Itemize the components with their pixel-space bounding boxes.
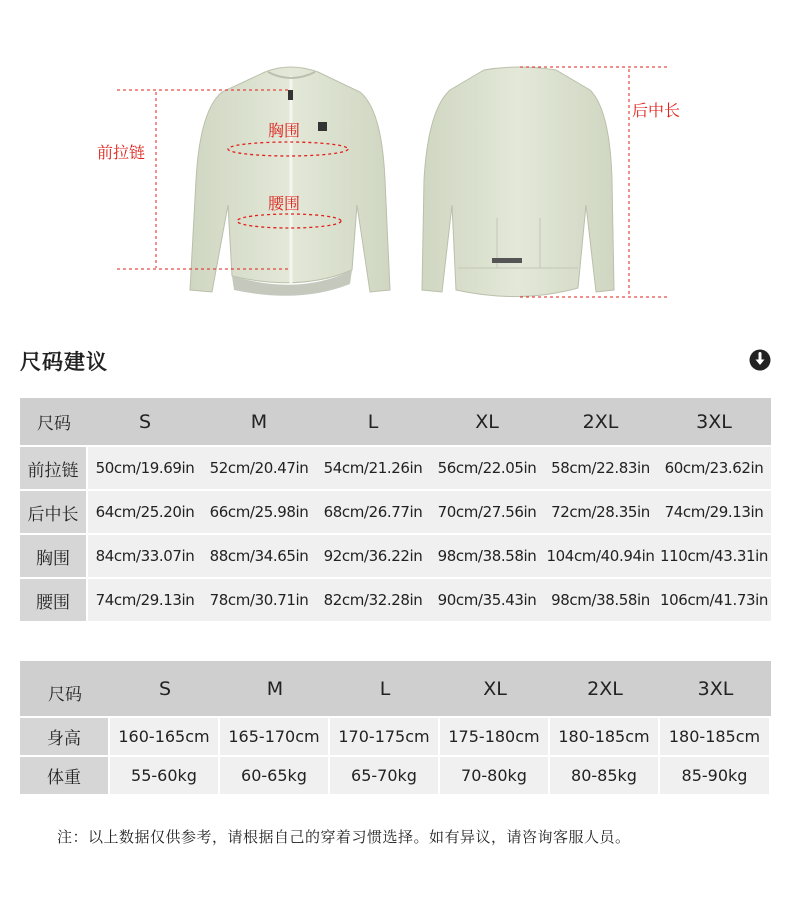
chest-label: 胸围 (268, 121, 301, 140)
table-row (20, 535, 771, 579)
back-length-label: 后中长 (632, 101, 681, 120)
row-label: 腰围 (20, 579, 88, 623)
header-cell: XL (440, 661, 550, 718)
waist-label: 腰围 (268, 194, 301, 213)
table-cell: 56cm/22.05in (430, 447, 544, 491)
header-cell: M (220, 661, 330, 718)
table-cell: 74cm/29.13in (657, 491, 771, 535)
section-title: 尺码建议 (20, 350, 108, 374)
table-cell: 85-90kg (660, 757, 771, 796)
size-measurement-table (20, 398, 771, 623)
table-cell: 92cm/36.22in (316, 535, 430, 579)
table-cell: 98cm/38.58in (430, 535, 544, 579)
table-cell: 90cm/35.43in (430, 579, 544, 623)
table-cell: 175-180cm (440, 718, 550, 757)
table-cell: 110cm/43.31in (657, 535, 771, 579)
header-cell: S (110, 661, 220, 718)
front-zip-label: 前拉链 (97, 143, 146, 162)
table-row (20, 447, 771, 491)
header-cell: 2XL (544, 398, 657, 447)
row-label: 前拉链 (20, 447, 88, 491)
table-cell: 60cm/23.62in (657, 447, 771, 491)
table-cell: 80-85kg (550, 757, 660, 796)
table-cell: 88cm/34.65in (202, 535, 316, 579)
table-cell: 66cm/25.98in (202, 491, 316, 535)
table-cell: 70-80kg (440, 757, 550, 796)
table-cell: 106cm/41.73in (657, 579, 771, 623)
table-cell: 60-65kg (220, 757, 330, 796)
disclaimer-note: 注：以上数据仅供参考，请根据自己的穿着习惯选择。如有异议，请咨询客服人员。 (57, 828, 631, 846)
jersey-back (422, 67, 614, 297)
row-label: 胸围 (20, 535, 88, 579)
table-cell: 64cm/25.20in (88, 491, 202, 535)
product-hero (0, 0, 790, 320)
table-header-row (20, 398, 771, 447)
row-label: 体重 (20, 757, 110, 796)
table-cell: 55-60kg (110, 757, 220, 796)
table-cell: 170-175cm (330, 718, 440, 757)
header-cell: L (316, 398, 430, 447)
table-cell: 82cm/32.28in (316, 579, 430, 623)
header-cell: M (202, 398, 316, 447)
table-row (20, 757, 771, 796)
jersey-front (190, 67, 390, 296)
header-cell: 3XL (657, 398, 771, 447)
table-cell: 165-170cm (220, 718, 330, 757)
table-cell: 70cm/27.56in (430, 491, 544, 535)
table-cell: 65-70kg (330, 757, 440, 796)
table-row (20, 718, 771, 757)
table-cell: 52cm/20.47in (202, 447, 316, 491)
table-row (20, 579, 771, 623)
header-cell: 尺码 (20, 398, 88, 447)
row-label: 后中长 (20, 491, 88, 535)
table-cell: 160-165cm (110, 718, 220, 757)
circle-arrow-down-icon[interactable] (749, 349, 771, 371)
header-cell: XL (430, 398, 544, 447)
table-cell: 72cm/28.35in (544, 491, 657, 535)
table-cell: 84cm/33.07in (88, 535, 202, 579)
table-cell: 180-185cm (660, 718, 771, 757)
table-cell: 54cm/21.26in (316, 447, 430, 491)
table-cell: 78cm/30.71in (202, 579, 316, 623)
table-row (20, 491, 771, 535)
row-label: 身高 (20, 718, 110, 757)
header-cell: 3XL (660, 661, 771, 718)
table-header-row (20, 661, 771, 718)
table-cell: 74cm/29.13in (88, 579, 202, 623)
table-cell: 50cm/19.69in (88, 447, 202, 491)
header-cell: 2XL (550, 661, 660, 718)
header-cell: L (330, 661, 440, 718)
table-cell: 98cm/38.58in (544, 579, 657, 623)
table-cell: 58cm/22.83in (544, 447, 657, 491)
fit-recommendation-table (20, 661, 771, 796)
table-cell: 180-185cm (550, 718, 660, 757)
table-cell: 104cm/40.94in (544, 535, 657, 579)
header-cell: 尺码 (20, 661, 110, 718)
header-cell: S (88, 398, 202, 447)
table-cell: 68cm/26.77in (316, 491, 430, 535)
